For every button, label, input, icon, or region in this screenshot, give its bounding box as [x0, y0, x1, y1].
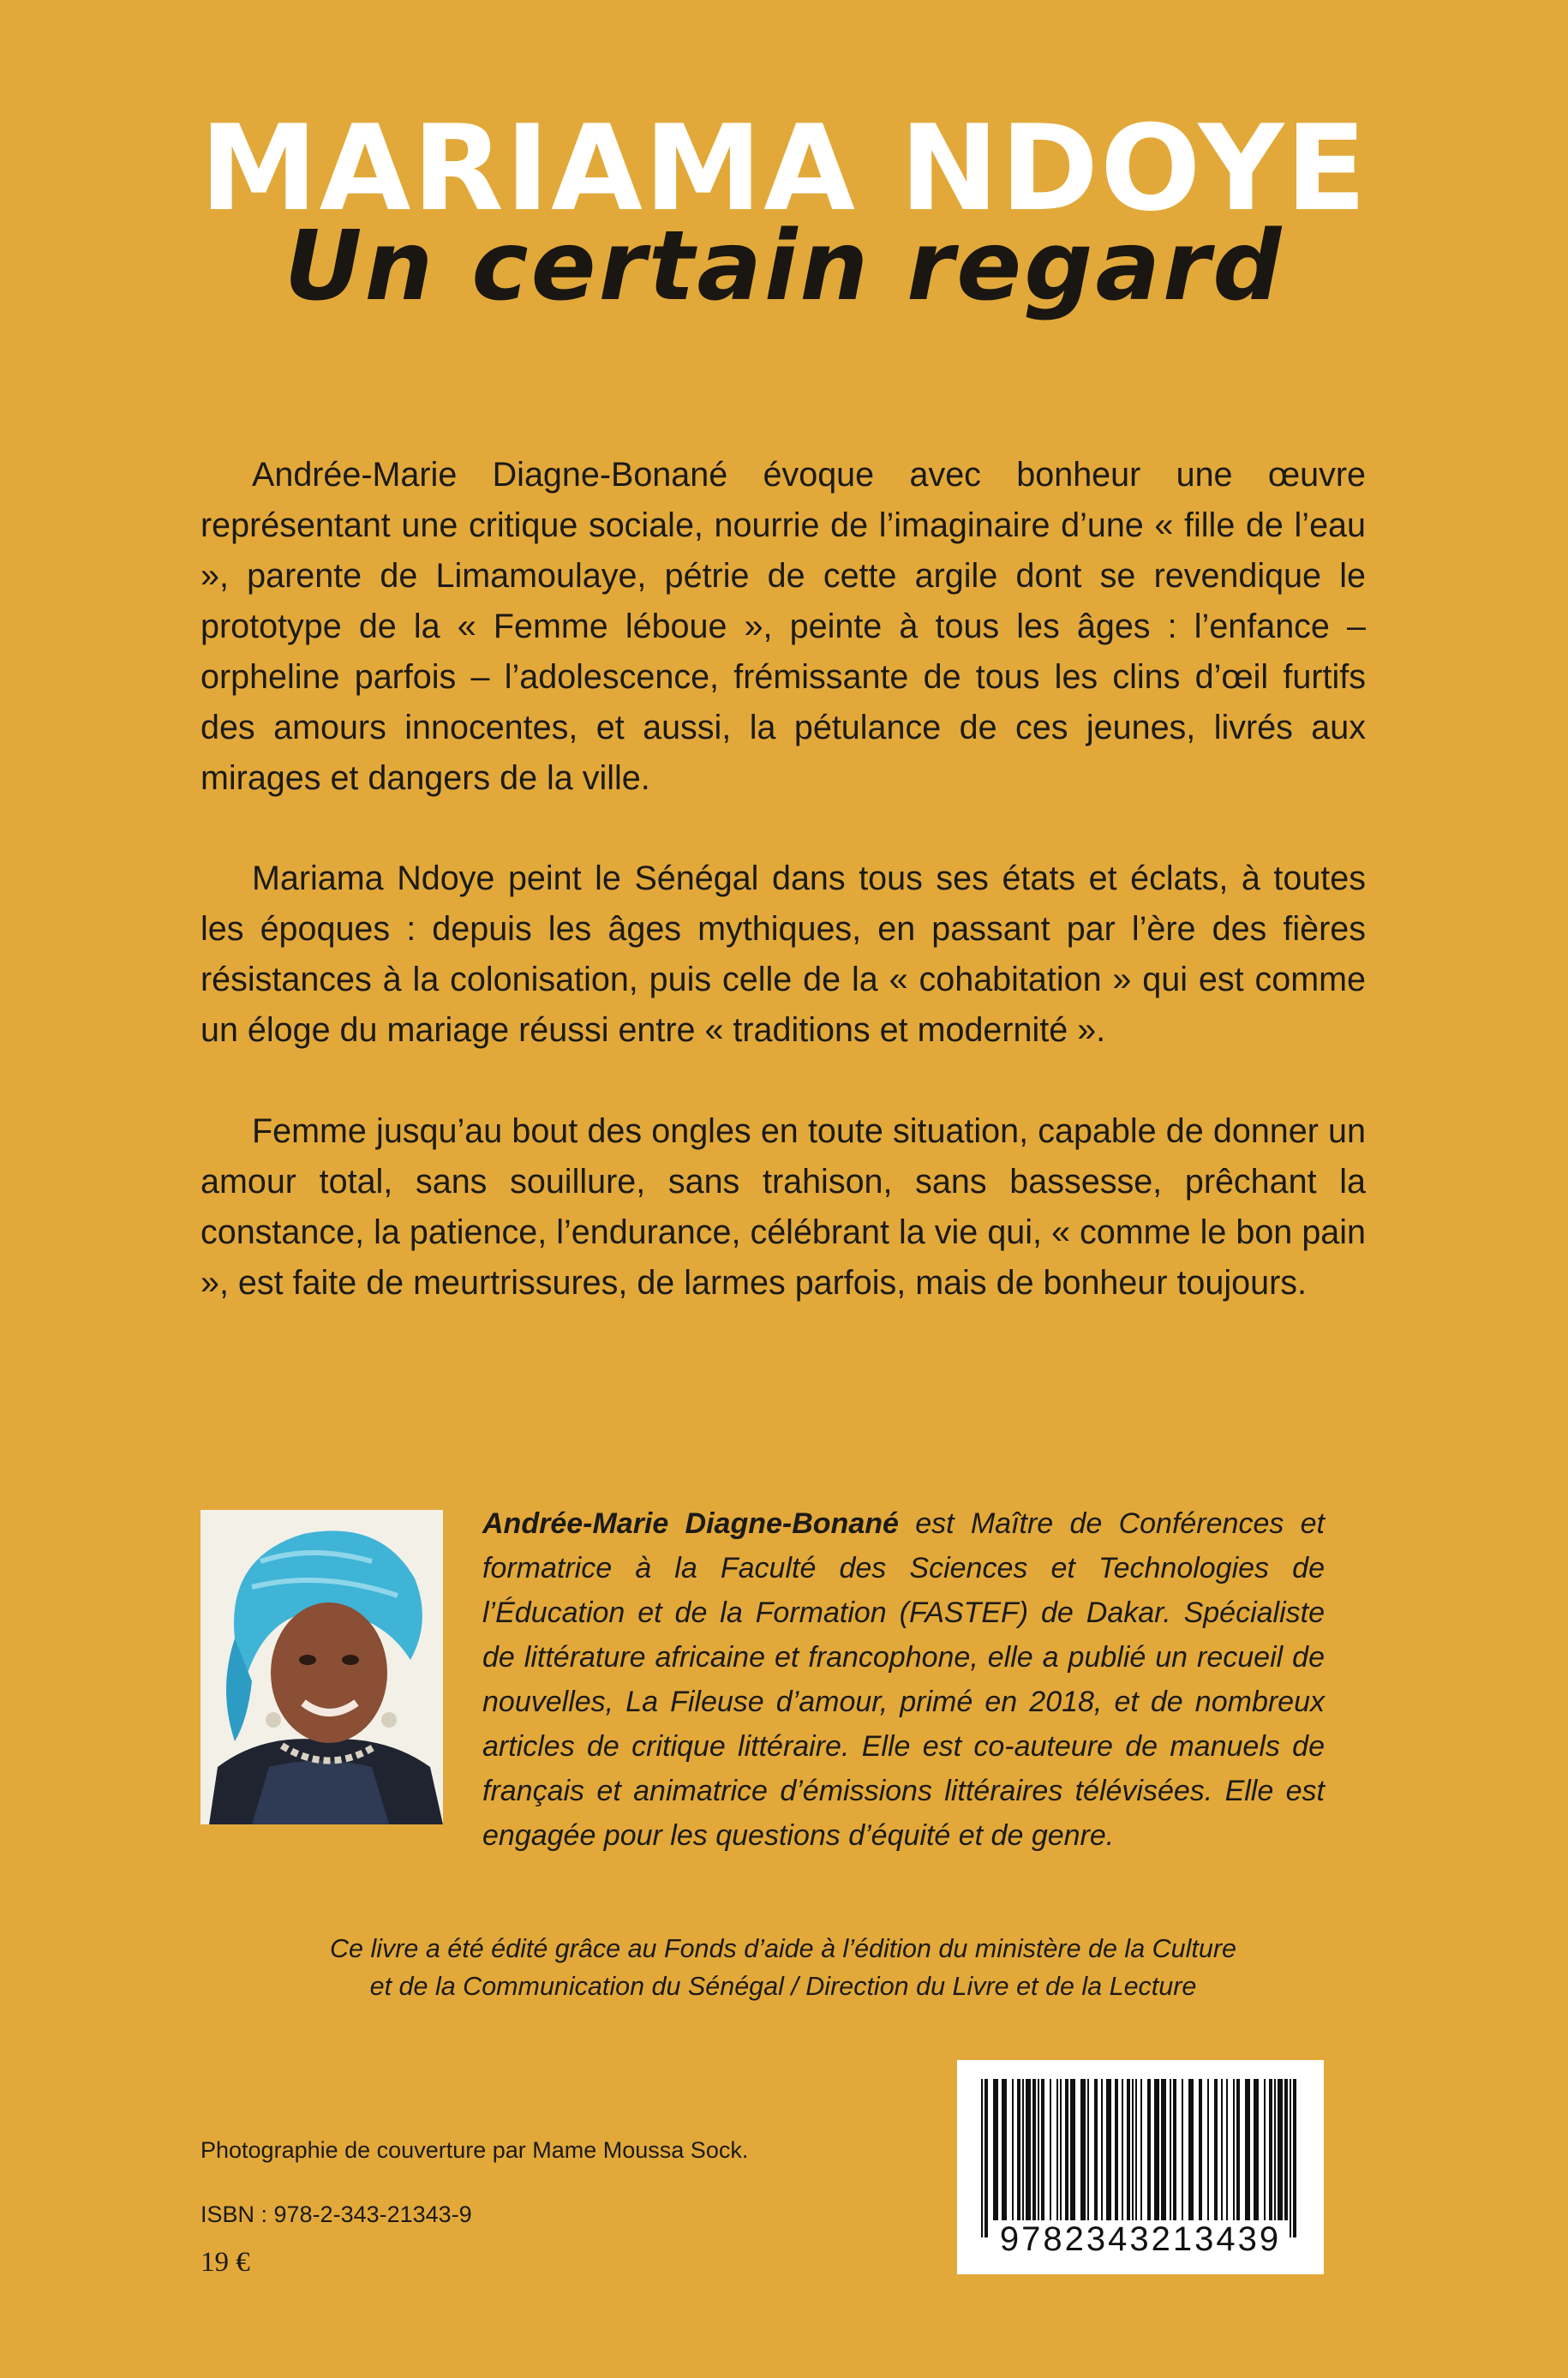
- barcode-bar: [1140, 2079, 1142, 2220]
- barcode-bar: [981, 2079, 983, 2237]
- barcode-bar: [1269, 2079, 1272, 2220]
- author-portrait-image: [200, 1510, 443, 1824]
- barcode-digits: 9782343213439: [999, 2220, 1282, 2258]
- barcode-bar: [1060, 2079, 1062, 2220]
- barcode-bar: [1147, 2079, 1151, 2220]
- barcode-bar: [1233, 2079, 1235, 2220]
- barcode-bar: [1290, 2079, 1291, 2237]
- barcode-bar: [1135, 2079, 1137, 2220]
- barcode: [957, 2060, 1324, 2274]
- funding-notice: [200, 1930, 1366, 2005]
- barcode-bar: [1038, 2079, 1039, 2220]
- barcode-bar: [1012, 2079, 1014, 2220]
- barcode-bar: [1236, 2079, 1240, 2220]
- barcode-bar: [984, 2079, 988, 2237]
- barcode-bar: [993, 2079, 998, 2220]
- barcode-bar: [1026, 2079, 1031, 2220]
- barcode-bar: [1032, 2079, 1036, 2220]
- barcode-bar: [1170, 2079, 1171, 2220]
- barcode-bar: [1094, 2079, 1098, 2220]
- barcode-bar: [1050, 2079, 1051, 2220]
- barcode-bar: [1022, 2079, 1024, 2220]
- funding-line-1: Ce livre a été édité grâce au Fonds d’aide à l’édition du ministère de la Culture: [330, 1934, 1236, 1963]
- author-photo: [200, 1510, 443, 1824]
- book-subtitle: Un certain regard: [284, 211, 1284, 322]
- barcode-image: [957, 2060, 1324, 2274]
- barcode-bar: [1127, 2079, 1130, 2220]
- barcode-bar: [1226, 2079, 1228, 2220]
- barcode-bar: [1080, 2079, 1086, 2220]
- barcode-bar: [1106, 2079, 1111, 2220]
- author-name: Andrée-Marie Diagne-Bonané: [482, 1507, 899, 1540]
- barcode-bar: [1173, 2079, 1176, 2220]
- barcode-bar: [1065, 2079, 1068, 2220]
- author-bio-text: est Maître de Conférences et formatrice à la Faculté des Sciences et Technologies de l’Éducation et de la Formation (FASTEF) de Dakar. Spécialiste de littérature africaine et francophone, elle a publié un recueil de nouvelles, La Fileuse d’amour, primé en 2018, et de nombreux articles de critique littéraire. Elle est co-auteure de manuels de français et animatrice d’émissions littéraires télévisées. Elle est engagée pour les questions d’équité et de genre.: [482, 1507, 1325, 1852]
- barcode-bar: [1115, 2079, 1118, 2220]
- barcode-bar: [1207, 2079, 1209, 2220]
- barcode-bar: [1182, 2079, 1183, 2220]
- barcode-bar: [1293, 2079, 1296, 2237]
- barcode-bar: [1254, 2079, 1259, 2220]
- barcode-bar: [1041, 2079, 1044, 2220]
- barcode-bar: [1199, 2079, 1202, 2220]
- barcode-bar: [1221, 2079, 1223, 2220]
- barcode-bar: [1284, 2079, 1288, 2220]
- summary-paragraph-1: Andrée-Marie Diagne-Bonané évoque avec bonheur une œuvre représentant une critique sociale, nourrie de l’imaginaire d’une « fille de l’eau », parente de Limamoulaye, pétrie de cette argile dont se revendique le prototype de la « Femme léboue », peinte à tous les âges : l’enfance – orpheline parfois – l’adolescence, frémissante de tous les clins d’œil furtifs des amours innocentes, et aussi, la pétulance de ces jeunes, livrés aux mirages et dangers de la ville.: [200, 456, 1366, 797]
- barcode-bar: [1056, 2079, 1058, 2220]
- barcode-bar: [1154, 2079, 1159, 2220]
- barcode-bar: [1070, 2079, 1075, 2220]
- barcode-bar: [1101, 2079, 1103, 2220]
- barcode-bar: [1017, 2079, 1020, 2220]
- barcode-bar: [1278, 2079, 1283, 2220]
- barcode-bar: [1087, 2079, 1089, 2220]
- summary-paragraph-2: Mariama Ndoye peint le Sénégal dans tous ses états et éclats, à toutes les époques : depuis les âges mythiques, en passant par l’ère des fières résistances à la colonisation, puis celle de la « cohabitation » qui est comme un éloge du mariage réussi entre « traditions et modernité ».: [200, 860, 1366, 1049]
- author-bio: [482, 1501, 1325, 1858]
- price: 19 €: [200, 2247, 250, 2278]
- barcode-bar: [1132, 2079, 1134, 2220]
- barcode-bar: [1188, 2079, 1194, 2220]
- photo-credit: Photographie de couverture par Mame Moussa Sock.: [200, 2137, 749, 2163]
- barcode-bar: [1245, 2079, 1250, 2220]
- barcode-bar: [1122, 2079, 1123, 2220]
- funding-line-2: et de la Communication du Sénégal / Direction du Livre et de la Lecture: [369, 1972, 1197, 2001]
- barcode-bar: [1264, 2079, 1266, 2220]
- book-title: MARIAMA NDOYE: [200, 99, 1368, 237]
- isbn: ISBN : 978-2-343-21343-9: [200, 2201, 472, 2227]
- summary-paragraph-3: Femme jusqu’au bout des ongles en toute situation, capable de donner un amour total, sans souillure, sans trahison, sans bassesse, prêchant la constance, la patience, l’endurance, célébrant la vie qui, « comme le bon pain », est faite de meurtrissures, de larmes parfois, mais de bonheur toujours.: [200, 1112, 1366, 1302]
- barcode-bar: [1161, 2079, 1166, 2220]
- barcode-bar: [1274, 2079, 1276, 2220]
- barcode-bar: [1214, 2079, 1218, 2220]
- barcode-bar: [1002, 2079, 1007, 2220]
